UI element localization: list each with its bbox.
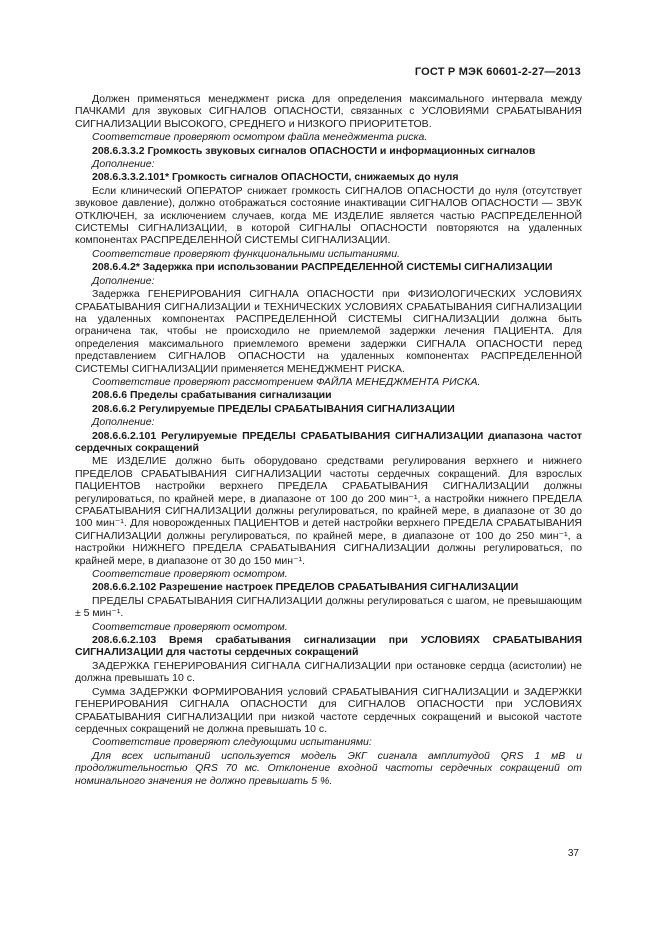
paragraph: Если клинический ОПЕРАТОР снижает громкость СИГНАЛОВ ОПАСНОСТИ до нуля (отсутствует звуковое давление), должно отображаться состояние инактивации СИГНАЛОВ ОПАСНОСТИ — ЗВУК ОТКЛЮЧЕН, за исключением случаев, когда МЕ ИЗДЕЛИЕ является частью РАСПРЕДЕЛЕННОЙ СИСТЕМЫ СИГНАЛИЗАЦИИ, в которой СИГНАЛЫ ОПАСНОСТИ повторяются на удаленных компонентах РАСПРЕДЕЛЕННОЙ СИСТЕМЫ СИГНАЛИЗАЦИИ. bbox=[75, 184, 582, 247]
compliance-note: Соответствие проверяют рассмотрением ФАЙЛА МЕНЕДЖМЕНТА РИСКА. bbox=[92, 375, 481, 388]
compliance-note: Соответствие проверяют осмотром. bbox=[92, 620, 288, 633]
section-heading: 208.6.3.3.2 Громкость звуковых сигналов ОПАСНОСТИ и информационных сигналов bbox=[92, 144, 536, 157]
paragraph: Сумма ЗАДЕРЖКИ ФОРМИРОВАНИЯ условий СРАБАТЫВАНИЯ СИГНАЛИЗАЦИИ и ЗАДЕРЖКИ ГЕНЕРИРОВАНИЯ СИГНАЛА ОПАСНОСТИ для СИГНАЛОВ ОПАСНОСТИ при УСЛОВИЯХ СРАБАТЫВАНИЯ СИГНАЛИЗАЦИИ при низкой частоте сердечных сокращений и высокой частоте сердечных сокращений не должна превышать 10 с. bbox=[75, 685, 582, 735]
compliance-note: Соответствие проверяют осмотром файла менеджмента риска. bbox=[92, 131, 428, 144]
paragraph: Должен применяться менеджмент риска для определения максимального интервала между ПАЧКАМИ для звуковых СИГНАЛОВ ОПАСНОСТИ, связанных с УСЛОВИЯМИ СРАБАТЫВАНИЯ СИГНАЛИЗАЦИИ ВЫСОКОГО, СРЕДНЕГО и НИЗКОГО ПРИОРИТЕТОВ. bbox=[75, 93, 582, 130]
compliance-note: Соответствие проверяют следующими испытаниями: bbox=[92, 736, 372, 749]
paragraph: ПРЕДЕЛЫ СРАБАТЫВАНИЯ СИГНАЛИЗАЦИИ должны регулироваться с шагом, не превышающим ± 5 мин⁻¹. bbox=[75, 594, 582, 620]
standard-header: ГОСТ Р МЭК 60601-2-27—2013 bbox=[414, 66, 581, 78]
addition-label: Дополнение: bbox=[92, 274, 155, 287]
test-description: Для всех испытаний используется модель ЭКГ сигнала амплитудой QRS 1 мВ и продолжительностью QRS 70 мс. Отклонение входной частоты сердечных сокращений от номинального значения не должно превышать 5 %. bbox=[75, 749, 582, 787]
compliance-note: Соответствие проверяют функциональными испытаниями. bbox=[92, 247, 400, 260]
paragraph: Задержка ГЕНЕРИРОВАНИЯ СИГНАЛА ОПАСНОСТИ при ФИЗИОЛОГИЧЕСКИХ УСЛОВИЯХ СРАБАТЫВАНИЯ СИГНАЛИЗАЦИИ и ТЕХНИЧЕСКИХ УСЛОВИЯХ СРАБАТЫВАНИЯ СИГНАЛИЗАЦИИ на удаленных компонентах РАСПРЕДЕЛЕННОЙ СИСТЕМЫ СИГНАЛИЗАЦИИ должна быть ограничена так, чтобы не происходило не приемлемой задержки лечения ПАЦИЕНТА. Для определения максимального приемлемого времени задержки СИГНАЛА ОПАСНОСТИ перед представлением СИГНАЛОВ ОПАСНОСТИ на удаленных компонентах РАСПРЕДЕЛЕННОЙ СИСТЕМЫ СИГНАЛИЗАЦИИ применяется МЕНЕДЖМЕНТ РИСКА. bbox=[75, 288, 582, 375]
section-heading: 208.6.6 Пределы срабатывания сигнализации bbox=[92, 389, 332, 402]
page-number: 37 bbox=[567, 848, 579, 859]
section-heading: 208.6.6.2.102 Разрешение настроек ПРЕДЕЛОВ СРАБАТЫВАНИЯ СИГНАЛИЗАЦИИ bbox=[92, 581, 519, 594]
section-heading: 208.6.6.2.101 Регулируемые ПРЕДЕЛЫ СРАБАТЫВАНИЯ СИГНАЛИЗАЦИИ диапазона частот сердечных сокращений bbox=[75, 429, 582, 454]
section-heading: 208.6.3.3.2.101* Громкость сигналов ОПАСНОСТИ, снижаемых до нуля bbox=[92, 171, 459, 184]
paragraph: МЕ ИЗДЕЛИЕ должно быть оборудовано средствами регулирования верхнего и нижнего ПРЕДЕЛОВ СРАБАТЫВАНИЯ СИГНАЛИЗАЦИИ частоты сердечных сокращений. Для взрослых ПАЦИЕНТОВ настройки верхнего ПРЕДЕЛА СРАБАТЫВАНИЯ СИГНАЛИЗАЦИИ должны регулироваться, по крайней мере, в диапазоне от 100 до 200 мин⁻¹, а настройки нижнего ПРЕДЕЛА СРАБАТЫВАНИЯ СИГНАЛИЗАЦИИ должны регулироваться, по крайней мере, в диапазоне от 30 до 100 мин⁻¹. Для новорожденных ПАЦИЕНТОВ и детей настройки верхнего ПРЕДЕЛА СРАБАТЫВАНИЯ СИГНАЛИЗАЦИИ должны регулироваться, по крайней мере, в диапазоне от 100 до 250 мин⁻¹, а настройки НИЖНЕГО ПРЕДЕЛА СРАБАТЫВАНИЯ СИГНАЛИЗАЦИИ должны регулироваться, по крайней мере, в диапазоне от 30 до 150 мин⁻¹. bbox=[75, 455, 582, 567]
section-heading: 208.6.6.2.103 Время срабатывания сигнализации при УСЛОВИЯХ СРАБАТЫВАНИЯ СИГНАЛИЗАЦИИ для частоты сердечных сокращений bbox=[75, 634, 582, 659]
document-body bbox=[75, 92, 582, 787]
addition-label: Дополнение: bbox=[92, 416, 155, 429]
section-heading: 208.6.6.2 Регулируемые ПРЕДЕЛЫ СРАБАТЫВАНИЯ СИГНАЛИЗАЦИИ bbox=[92, 402, 455, 415]
addition-label: Дополнение: bbox=[92, 158, 155, 171]
section-heading: 208.6.4.2* Задержка при использовании РАСПРЕДЕЛЕННОЙ СИСТЕМЫ СИГНАЛИЗАЦИИ bbox=[92, 261, 553, 274]
paragraph: ЗАДЕРЖКА ГЕНЕРИРОВАНИЯ СИГНАЛА СИГНАЛИЗАЦИИ при остановке сердца (асистолии) не должна превышать 10 с. bbox=[75, 659, 582, 685]
compliance-note: Соответствие проверяют осмотром. bbox=[92, 568, 288, 581]
